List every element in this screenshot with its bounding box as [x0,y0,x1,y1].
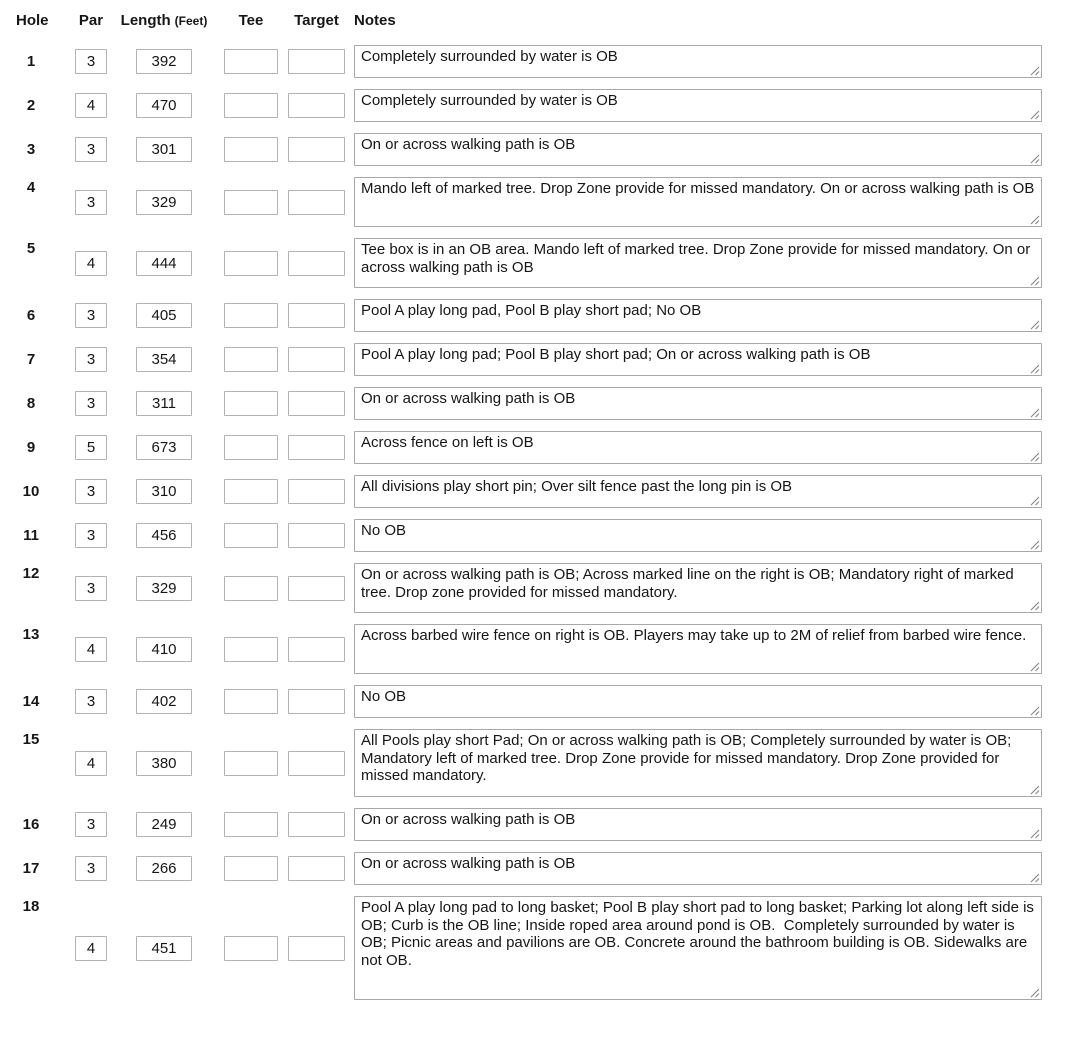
notes-field-wrap [354,896,1042,1000]
hole-row [14,519,1042,552]
notes-field-wrap [354,808,1042,841]
resize-grip-icon[interactable] [1030,154,1040,164]
table-header [14,12,1042,29]
hole-row [14,387,1042,420]
header-par: Par [78,12,104,29]
par-input[interactable] [75,479,107,504]
tee-input[interactable] [224,93,278,118]
target-input[interactable] [288,751,345,776]
notes-textarea[interactable] [354,387,1042,420]
target-input[interactable] [288,576,345,601]
header-target: Target [294,12,339,29]
tee-input[interactable] [224,137,278,162]
hole-number: 17 [22,859,40,877]
hole-row [14,475,1042,508]
tee-input[interactable] [224,251,278,276]
hole-row [14,133,1042,166]
notes-field-wrap [354,431,1042,464]
length-input[interactable] [136,93,192,118]
par-input[interactable] [75,391,107,416]
hole-row [14,177,1042,227]
target-input[interactable] [288,347,345,372]
notes-textarea[interactable] [354,685,1042,718]
notes-textarea[interactable] [354,563,1042,613]
hole-number: 5 [26,240,36,257]
notes-field-wrap [354,387,1042,420]
resize-grip-icon[interactable] [1030,66,1040,76]
length-input[interactable] [136,856,192,881]
resize-grip-icon[interactable] [1030,540,1040,550]
resize-grip-icon[interactable] [1030,988,1040,998]
tee-input[interactable] [224,936,278,961]
target-input[interactable] [288,435,345,460]
length-input[interactable] [136,576,192,601]
hole-number: 15 [22,731,40,748]
tee-input[interactable] [224,190,278,215]
tee-input[interactable] [224,751,278,776]
par-input[interactable] [75,689,107,714]
notes-field-wrap [354,45,1042,78]
resize-grip-icon[interactable] [1030,408,1040,418]
length-input[interactable] [136,936,192,961]
par-input[interactable] [75,523,107,548]
par-input[interactable] [75,303,107,328]
par-input[interactable] [75,190,107,215]
resize-grip-icon[interactable] [1030,829,1040,839]
length-input[interactable] [136,190,192,215]
target-input[interactable] [288,812,345,837]
target-input[interactable] [288,479,345,504]
header-length-unit: (Feet) [174,14,208,28]
notes-textarea[interactable] [354,177,1042,227]
notes-field-wrap [354,475,1042,508]
hole-row [14,685,1042,718]
resize-grip-icon[interactable] [1030,276,1040,286]
length-input[interactable] [136,812,192,837]
target-input[interactable] [288,689,345,714]
notes-field-wrap [354,563,1042,613]
notes-field-wrap [354,343,1042,376]
hole-row [14,299,1042,332]
length-input[interactable] [136,637,192,662]
notes-field-wrap [354,624,1042,674]
notes-textarea[interactable] [354,299,1042,332]
length-input[interactable] [136,435,192,460]
header-length-label: Length [120,12,171,29]
notes-field-wrap [354,299,1042,332]
notes-textarea[interactable] [354,729,1042,797]
notes-field-wrap [354,89,1042,122]
length-input[interactable] [136,523,192,548]
hole-row [14,624,1042,674]
hole-number: 13 [22,626,40,643]
resize-grip-icon[interactable] [1030,706,1040,716]
length-input[interactable] [136,479,192,504]
target-input[interactable] [288,303,345,328]
target-input[interactable] [288,637,345,662]
hole-row [14,808,1042,841]
tee-input[interactable] [224,391,278,416]
length-input[interactable] [136,49,192,74]
hole-number: 7 [26,350,36,368]
hole-number: 18 [22,898,40,915]
notes-textarea[interactable] [354,45,1042,78]
resize-grip-icon[interactable] [1030,601,1040,611]
target-input[interactable] [288,137,345,162]
resize-grip-icon[interactable] [1030,364,1040,374]
hole-row [14,343,1042,376]
target-input[interactable] [288,93,345,118]
notes-textarea[interactable] [354,89,1042,122]
hole-row [14,238,1042,288]
header-tee: Tee [238,12,264,29]
target-input[interactable] [288,190,345,215]
length-input[interactable] [136,347,192,372]
hole-row [14,89,1042,122]
notes-textarea[interactable] [354,343,1042,376]
notes-field-wrap [354,177,1042,227]
length-input[interactable] [136,251,192,276]
target-input[interactable] [288,49,345,74]
par-input[interactable] [75,435,107,460]
par-input[interactable] [75,856,107,881]
hole-row [14,896,1042,1000]
hole-number: 14 [22,692,40,710]
notes-field-wrap [354,685,1042,718]
par-input[interactable] [75,576,107,601]
notes-field-wrap [354,133,1042,166]
hole-row [14,431,1042,464]
notes-textarea[interactable] [354,475,1042,508]
target-input[interactable] [288,856,345,881]
tee-input[interactable] [224,49,278,74]
par-input[interactable] [75,49,107,74]
notes-textarea[interactable] [354,431,1042,464]
header-hole: Hole [16,12,49,29]
hole-number: 3 [26,140,36,158]
hole-number: 1 [26,52,36,70]
par-input[interactable] [75,751,107,776]
hole-number: 10 [22,482,40,500]
hole-number: 2 [26,96,36,114]
target-input[interactable] [288,391,345,416]
hole-row [14,729,1042,797]
notes-textarea[interactable] [354,624,1042,674]
target-input[interactable] [288,251,345,276]
hole-number: 11 [23,526,39,544]
notes-textarea[interactable] [354,133,1042,166]
header-notes: Notes [354,12,396,29]
notes-textarea[interactable] [354,519,1042,552]
tee-input[interactable] [224,435,278,460]
notes-field-wrap [354,238,1042,288]
hole-number: 8 [26,394,36,412]
hole-rows [14,45,1042,1000]
length-input[interactable] [136,137,192,162]
target-input[interactable] [288,936,345,961]
length-input[interactable] [136,303,192,328]
length-input[interactable] [136,391,192,416]
par-input[interactable] [75,251,107,276]
resize-grip-icon[interactable] [1030,110,1040,120]
hole-number: 16 [22,815,40,833]
resize-grip-icon[interactable] [1030,452,1040,462]
resize-grip-icon[interactable] [1030,873,1040,883]
notes-textarea[interactable] [354,896,1042,1000]
notes-field-wrap [354,852,1042,885]
tee-input[interactable] [224,689,278,714]
hole-number: 12 [22,565,40,582]
tee-input[interactable] [224,347,278,372]
notes-textarea[interactable] [354,852,1042,885]
resize-grip-icon[interactable] [1030,785,1040,795]
hole-row [14,45,1042,78]
notes-field-wrap [354,729,1042,797]
par-input[interactable] [75,936,107,961]
hole-number: 9 [26,438,36,456]
par-input[interactable] [75,93,107,118]
hole-row [14,563,1042,613]
tee-input[interactable] [224,812,278,837]
header-length [120,12,208,29]
par-input[interactable] [75,637,107,662]
resize-grip-icon[interactable] [1030,215,1040,225]
notes-field-wrap [354,519,1042,552]
resize-grip-icon[interactable] [1030,662,1040,672]
hole-number: 4 [26,179,36,196]
hole-number: 6 [26,306,36,324]
resize-grip-icon[interactable] [1030,496,1040,506]
par-input[interactable] [75,347,107,372]
target-input[interactable] [288,523,345,548]
tee-input[interactable] [224,637,278,662]
par-input[interactable] [75,812,107,837]
tee-input[interactable] [224,303,278,328]
resize-grip-icon[interactable] [1030,320,1040,330]
length-input[interactable] [136,689,192,714]
tee-input[interactable] [224,479,278,504]
tee-input[interactable] [224,523,278,548]
notes-textarea[interactable] [354,238,1042,288]
hole-row [14,852,1042,885]
length-input[interactable] [136,751,192,776]
notes-textarea[interactable] [354,808,1042,841]
par-input[interactable] [75,137,107,162]
tee-input[interactable] [224,576,278,601]
tee-input[interactable] [224,856,278,881]
